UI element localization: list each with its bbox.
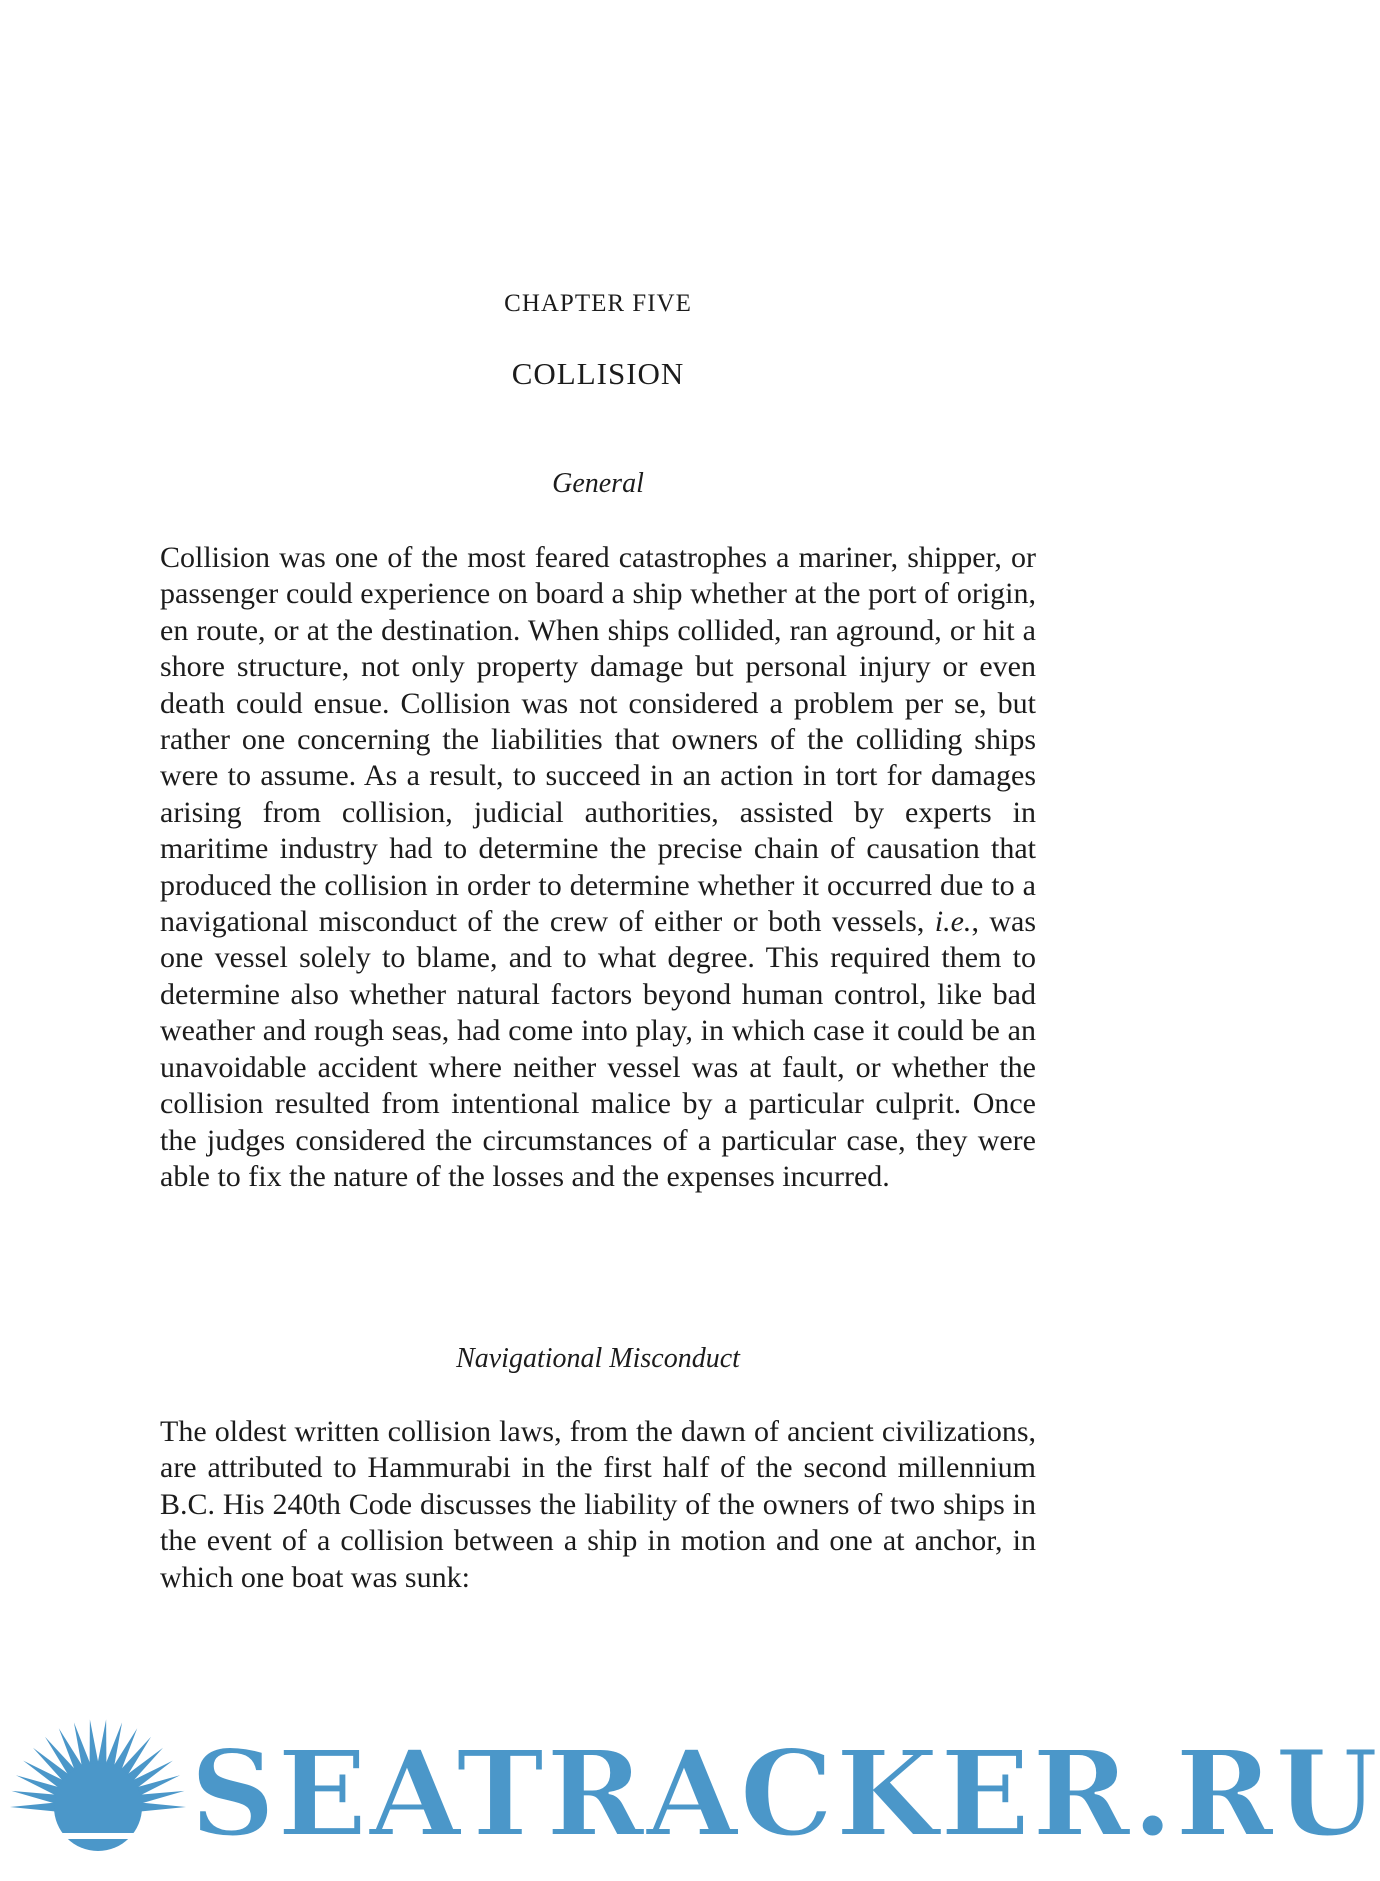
emphasis-ie: i.e. xyxy=(934,905,972,939)
section-heading-navigational-misconduct: Navigational Misconduct xyxy=(456,1343,740,1374)
paragraph-text: Collision was one of the most feared catastrophes a mariner, shipper, or passenger could experience on board a ship whether at the port of origin, en route, or at the destination. When ships collided, ran aground, or hit a shore structure, not only property damage but personal injury or even death could ensue. Collision was not considered a problem per se, but rather one concerning the liabilities that owners of the colliding ships were to assume. As a result, to succeed in an action in tort for damages arising from collision, judicial authorities, assisted by experts in maritime industry had to determine the precise chain of causation that produced the collision in order to determine whether it occurred due to a navigational misconduct of the crew of either or both vessels, xyxy=(160,541,1036,939)
watermark-text: SEATRACKER.RU xyxy=(190,1724,1380,1863)
watermark xyxy=(0,1715,1380,1875)
paragraph-general xyxy=(160,540,1036,1195)
sun-ray xyxy=(90,1719,100,1768)
chapter-label: CHAPTER FIVE xyxy=(504,290,692,317)
section-heading-general: General xyxy=(552,468,644,499)
paragraph-navigational-misconduct: The oldest written collision laws, from the dawn of ancient civilizations, are attributed to Hammurabi in the first half of the second millennium B.C. His 240th Code discusses the liability of the owners of two ships in the event of a collision between a ship in motion and one at anchor, in which one boat was sunk: xyxy=(160,1415,1036,1594)
paragraph-text: , was one vessel solely to blame, and to what degree. This required them to determine also whether natural factors beyond human control, like bad weather and rough seas, had come into play, in which case it could be an unavoidable accident where neither vessel was at fault, or whether the collision resulted from intentional malice by a particular culprit. Once the judges considered the circumstances of a particular case, they were able to fix the nature of the losses and the expenses incurred. xyxy=(160,905,1037,1193)
sun-ray xyxy=(97,1719,107,1768)
chapter-title: COLLISION xyxy=(511,356,685,391)
sun-icon xyxy=(10,1715,185,1875)
sun-ray xyxy=(138,1802,186,1812)
sun-ray xyxy=(10,1802,58,1812)
